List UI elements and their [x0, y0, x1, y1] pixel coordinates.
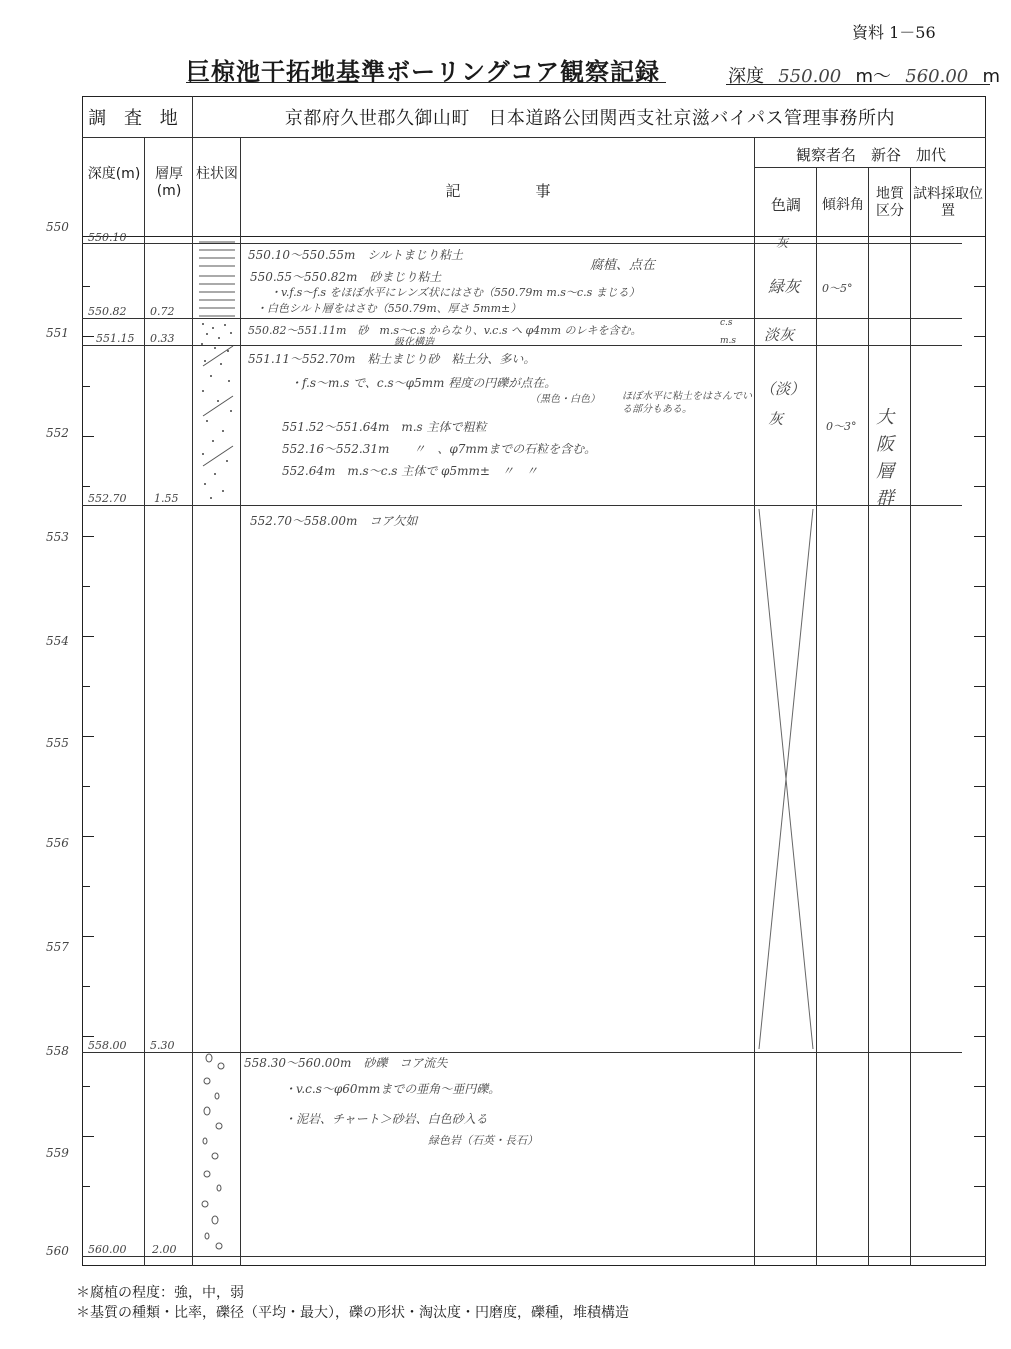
location-label: 調 査 地	[88, 108, 184, 129]
note-line: 550.82～551.11m 砂 m.s～c.s からなり、v.c.s へ φ4mm のレキを含む。	[248, 324, 642, 337]
depth-tick	[974, 936, 986, 937]
color-value: 淡灰	[764, 326, 795, 344]
depth-label: 550	[46, 220, 69, 234]
depth-tick	[974, 1186, 986, 1187]
depth-label: 558	[46, 1044, 69, 1058]
note-line: 558.30～560.00m 砂礫 コア流失	[244, 1056, 448, 1070]
depth-tick	[974, 536, 986, 537]
depth-from: 550.00	[778, 66, 842, 87]
depth-tick	[974, 286, 986, 287]
depth-label: 553	[46, 530, 69, 544]
note-line: 551.11～552.70m 粘土まじり砂 粘土分、多い。	[248, 352, 536, 366]
depth-label: 556	[46, 836, 69, 850]
depth-subtick	[82, 686, 90, 687]
depth-subtick	[82, 486, 90, 487]
layer-depth: 550.10	[88, 231, 127, 244]
dip-value: 0～5°	[822, 282, 853, 295]
note-line: m.s	[720, 336, 737, 346]
color-value: 灰	[768, 410, 784, 428]
depth-tick	[974, 386, 986, 387]
header-thickness: 層厚(m)	[155, 166, 183, 199]
depth-subtick	[82, 286, 90, 287]
depth-tick	[974, 886, 986, 887]
depth-label: 559	[46, 1146, 69, 1160]
footnote: ＊基質の種類・比率，礫径（平均・最大），礫の形状・淘汰度・円磨度，礫種，堆積構造	[76, 1305, 629, 1321]
note-line: 腐植、点在	[590, 258, 656, 273]
color-value: 緑灰	[768, 277, 801, 296]
note-line: 緑色岩（石英・長石）	[428, 1134, 538, 1147]
columnar-section	[193, 236, 240, 1256]
layer-depth: 551.15	[96, 332, 135, 345]
layer-thickness: 0.72	[150, 305, 175, 318]
layer-depth: 552.70	[88, 492, 127, 505]
depth-label: 555	[46, 736, 69, 750]
note-line: ・白色シルト層をはさむ（550.79m、厚さ 5mm±）	[256, 302, 522, 315]
depth-tick	[82, 436, 94, 437]
note-line: c.s	[720, 318, 733, 328]
header-dip: 傾斜角	[822, 197, 864, 213]
header-notes: 記 事	[445, 182, 551, 200]
depth-underline	[726, 84, 990, 85]
note-line: ・v.c.s～φ60mmまでの亜角～亜円礫。	[284, 1082, 501, 1096]
layer-thickness: 5.30	[150, 1039, 175, 1052]
depth-tick	[82, 1136, 94, 1137]
depth-label: 551	[46, 326, 69, 340]
note-line: ・v.f.s～f.s をほぼ水平にレンズ状にはさむ（550.79m m.s～c.s まじる）	[270, 286, 640, 299]
depth-tick	[974, 986, 986, 987]
observer-name: 新谷 加代	[871, 146, 947, 164]
note-line: 級化構造	[394, 337, 434, 348]
note-line: 552.64m m.s～c.s 主体で φ5mm± 〃 〃	[282, 464, 538, 478]
observer-label: 観察者名	[795, 146, 856, 164]
layer-depth: 560.00	[88, 1243, 127, 1256]
observer-field	[756, 144, 986, 165]
col-divider	[144, 137, 145, 1266]
depth-tick	[974, 586, 986, 587]
layer-thickness: 0.33	[150, 332, 175, 345]
note-line: ・f.s～m.s で、c.s～φ5mm 程度の円礫が点在。	[290, 376, 557, 390]
depth-unit-from: m～	[855, 66, 892, 87]
note-line: 550.55～550.82m 砂まじり粘土	[250, 270, 442, 284]
note-line: 551.52～551.64m m.s 主体で粗粒	[282, 420, 487, 434]
depth-tick	[82, 736, 94, 737]
depth-unit-to: m	[982, 66, 1001, 87]
note-line: 552.16～552.31m 〃 、φ7mmまでの石粒を含む。	[282, 442, 597, 456]
header-geology: 地質区分	[876, 186, 904, 219]
depth-tick	[82, 336, 94, 337]
depth-tick	[82, 936, 94, 937]
col-divider	[816, 167, 817, 1266]
header-column: 柱状図	[196, 166, 238, 182]
depth-subtick	[82, 1086, 90, 1087]
document-id: 資料 1－56	[852, 23, 936, 42]
page-title: 巨椋池干拓地基準ボーリングコア観察記録	[186, 58, 661, 86]
title-underline	[186, 82, 666, 83]
depth-tick	[82, 836, 94, 837]
depth-tick	[974, 1136, 986, 1137]
dip-value: 0～3°	[826, 420, 857, 433]
note-line: 550.10～550.55m シルトまじり粘土	[248, 248, 464, 262]
col-divider	[192, 96, 193, 137]
depth-label: 554	[46, 634, 69, 648]
layer-depth: 550.82	[88, 305, 127, 318]
color-value: 灰	[776, 236, 789, 250]
depth-subtick	[82, 386, 90, 387]
depth-tick	[974, 1036, 986, 1037]
col-divider	[910, 167, 911, 1266]
col-divider	[868, 167, 869, 1266]
color-value: （淡）	[760, 380, 806, 398]
layer-thickness: 2.00	[152, 1243, 177, 1256]
depth-tick	[82, 636, 94, 637]
col-divider	[240, 137, 241, 1266]
depth-tick	[974, 1086, 986, 1087]
layer-depth: 558.00	[88, 1039, 127, 1052]
row-divider	[754, 167, 986, 168]
depth-range-label: 深度	[728, 66, 764, 87]
missing-core-cross	[755, 505, 816, 1052]
note-line: （黒色・白色）	[530, 394, 600, 405]
depth-subtick	[82, 986, 90, 987]
layer-thickness: 1.55	[154, 492, 179, 505]
geology-unit: 大阪層群	[876, 407, 894, 509]
depth-subtick	[82, 586, 90, 587]
note-line: ・泥岩、チャート＞砂岩、白色砂入る	[284, 1112, 488, 1126]
depth-subtick	[82, 1186, 90, 1187]
depth-tick	[974, 786, 986, 787]
depth-subtick	[82, 786, 90, 787]
row-divider	[82, 137, 986, 138]
depth-tick	[82, 1036, 94, 1037]
depth-label: 552	[46, 426, 69, 440]
depth-tick	[974, 686, 986, 687]
layer-boundary	[82, 1256, 986, 1257]
depth-tick	[974, 486, 986, 487]
header-color: 色調	[770, 196, 801, 214]
footnote: ＊腐植の程度：強，中，弱	[76, 1285, 244, 1301]
depth-tick	[82, 536, 94, 537]
depth-label: 560	[46, 1244, 69, 1258]
depth-tick	[974, 436, 986, 437]
depth-tick	[974, 636, 986, 637]
note-line: ほぼ水平に粘土をはさんでいる部分もある。	[622, 391, 752, 415]
depth-tick	[974, 736, 986, 737]
depth-tick	[974, 836, 986, 837]
depth-subtick	[82, 886, 90, 887]
note-line: 552.70～558.00m コア欠如	[250, 514, 418, 528]
depth-tick	[974, 336, 986, 337]
depth-label: 557	[46, 940, 69, 954]
depth-to: 560.00	[905, 66, 969, 87]
header-sample: 試料採取位置	[913, 186, 983, 219]
location-value: 京都府久世郡久御山町 日本道路公団関西支社京滋バイパス管理事務所内	[284, 108, 896, 129]
header-depth: 深度(m)	[87, 166, 141, 182]
